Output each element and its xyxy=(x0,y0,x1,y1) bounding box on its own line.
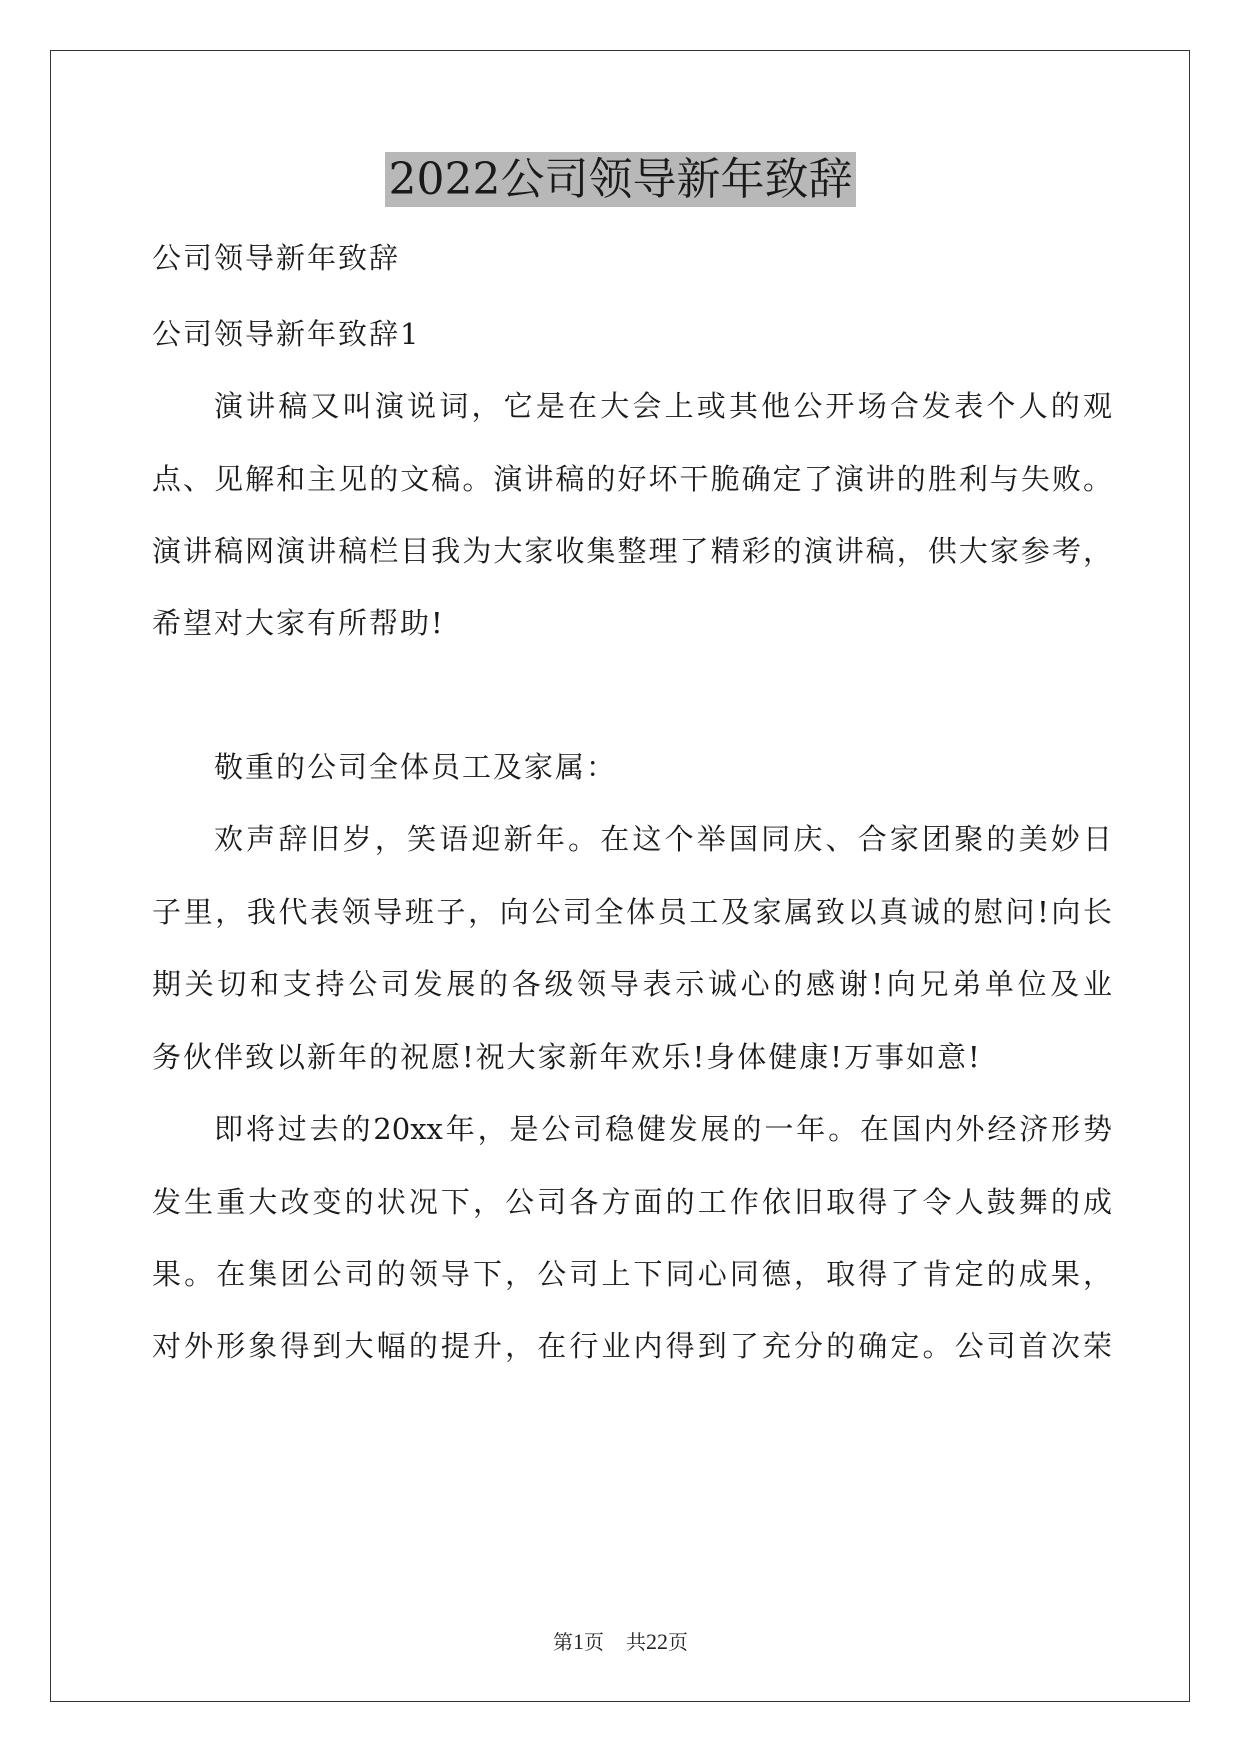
paragraph-line: 希望对大家有所帮助! xyxy=(152,606,445,640)
section-heading: 公司领导新年致辞1 xyxy=(152,317,421,351)
paragraph-line: 演讲稿网演讲稿栏目我为大家收集整理了精彩的演讲稿，供大家参考， xyxy=(152,534,1112,568)
paragraph-line: 即将过去的20xx年，是公司稳健发展的一年。在国内外经济形势 xyxy=(214,1112,1112,1146)
document-title xyxy=(0,148,1241,212)
page-label: 页 xyxy=(584,1630,604,1654)
page-prefix: 第 xyxy=(553,1630,573,1654)
salutation-line: 敬重的公司全体员工及家属： xyxy=(214,750,618,784)
subtitle-line: 公司领导新年致辞 xyxy=(152,241,401,275)
page-border xyxy=(50,50,1190,1702)
total-label: 页 xyxy=(668,1630,688,1654)
paragraph-line: 欢声辞旧岁，笑语迎新年。在这个举国同庆、合家团聚的美妙日 xyxy=(214,822,1112,856)
paragraph-line: 期关切和支持公司发展的各级领导表示诚心的感谢!向兄弟单位及业 xyxy=(152,967,1112,1001)
paragraph-line: 果。在集团公司的领导下，公司上下同心同德，取得了肯定的成果， xyxy=(152,1257,1112,1291)
page-footer xyxy=(0,1628,1241,1656)
paragraph-line: 点、见解和主见的文稿。演讲稿的好坏干脆确定了演讲的胜利与失败。 xyxy=(152,462,1112,496)
total-prefix: 共 xyxy=(626,1630,646,1654)
paragraph-line: 对外形象得到大幅的提升，在行业内得到了充分的确定。公司首次荣 xyxy=(152,1329,1112,1363)
paragraph-line: 务伙伴致以新年的祝愿!祝大家新年欢乐!身体健康!万事如意! xyxy=(152,1040,982,1074)
document-title-text: 2022公司领导新年致辞 xyxy=(385,152,857,207)
paragraph-line: 演讲稿又叫演说词，它是在大会上或其他公开场合发表个人的观 xyxy=(214,389,1112,423)
paragraph-line: 发生重大改变的状况下，公司各方面的工作依旧取得了令人鼓舞的成 xyxy=(152,1185,1112,1219)
paragraph-line: 子里，我代表领导班子，向公司全体员工及家属致以真诚的慰问!向长 xyxy=(152,895,1112,929)
page-number: 1 xyxy=(573,1629,584,1654)
total-pages: 22 xyxy=(646,1629,668,1654)
